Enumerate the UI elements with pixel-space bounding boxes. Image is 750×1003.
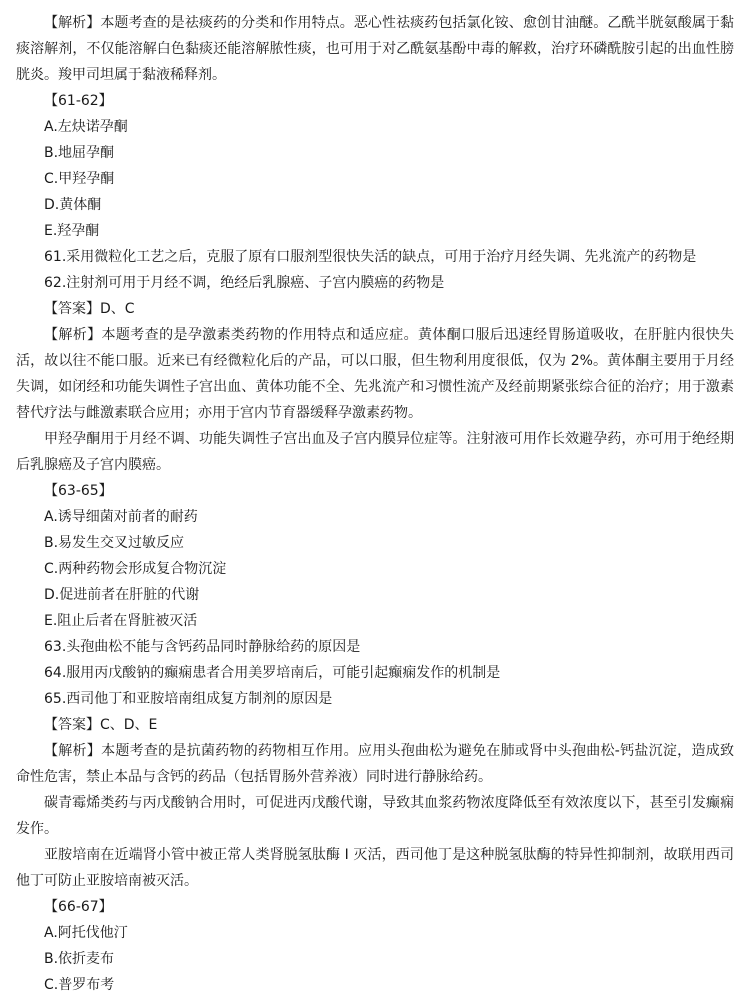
- question-64: 64.服用丙戊酸钠的癫痫患者合用美罗培南后，可能引起癫痫发作的机制是: [44, 665, 501, 681]
- answer-line: 【答案】C、D、E: [44, 717, 158, 733]
- option-c: C.甲羟孕酮: [44, 171, 115, 187]
- explanation-paragraph: 碳青霉烯类药与丙戊酸钠合用时，可促进丙戊酸代谢，导致其血浆药物浓度降低至有效浓度以下，甚至引发癫痫发作。: [16, 795, 734, 837]
- option-c: C.两种药物会形成复合物沉淀: [44, 561, 227, 577]
- option-a: A.诱导细菌对前者的耐药: [44, 509, 198, 525]
- question-group-header: 【63-65】: [44, 483, 113, 499]
- option-a: A.左炔诺孕酮: [44, 119, 128, 135]
- explanation-paragraph: 【解析】本题考查的是孕激素类药物的作用特点和适应症。黄体酮口服后迅速经胃肠道吸收，在肝脏内很快失活，故以往不能口服。近来已有经微粒化后的产品，可以口服，但生物利用度很低，仅为 2%。黄体酮主要用于月经失调，如闭经和功能失调性子宫出血、黄体功能不全、先兆流产和习惯性流产及经前期紧张综合征的治疗；用于激素替代疗法与雌激素联合应用；亦用于宫内节育器缓释孕激素药物。: [16, 327, 734, 421]
- explanation-paragraph: 【解析】本题考查的是祛痰药的分类和作用特点。恶心性祛痰药包括氯化铵、愈创甘油醚。乙酰半胱氨酸属于黏痰溶解剂，不仅能溶解白色黏痰还能溶解脓性痰，也可用于对乙酰氨基酚中毒的解救，治疗环磷酰胺引起的出血性膀胱炎。羧甲司坦属于黏液稀释剂。: [16, 15, 734, 83]
- option-a: A.阿托伐他汀: [44, 925, 128, 941]
- question-63: 63.头孢曲松不能与含钙药品同时静脉给药的原因是: [44, 639, 361, 655]
- option-d: D.黄体酮: [44, 197, 102, 213]
- option-b: B.地屈孕酮: [44, 145, 115, 161]
- option-e: E.羟孕酮: [44, 223, 100, 239]
- answer-line: 【答案】D、C: [44, 301, 135, 317]
- option-b: B.易发生交叉过敏反应: [44, 535, 185, 551]
- question-61: 61.采用微粒化工艺之后，克服了原有口服剂型很快失活的缺点，可用于治疗月经失调、先兆流产的药物是: [44, 249, 697, 265]
- explanation-paragraph: 【解析】本题考查的是抗菌药物的药物相互作用。应用头孢曲松为避免在肺或肾中头孢曲松-钙盐沉淀，造成致命性危害，禁止本品与含钙的药品（包括胃肠外营养液）同时进行静脉给药。: [16, 743, 734, 785]
- option-e: E.阻止后者在肾脏被灭活: [44, 613, 198, 629]
- question-group-header: 【66-67】: [44, 899, 113, 915]
- option-c: C.普罗布考: [44, 977, 115, 993]
- question-group-header: 【61-62】: [44, 93, 113, 109]
- explanation-paragraph: 亚胺培南在近端肾小管中被正常人类肾脱氢肽酶 I 灭活，西司他丁是这种脱氢肽酶的特异性抑制剂，故联用西司他丁可防止亚胺培南被灭活。: [16, 847, 734, 889]
- option-b: B.依折麦布: [44, 951, 115, 967]
- explanation-paragraph: 甲羟孕酮用于月经不调、功能失调性子宫出血及子宫内膜异位症等。注射液可用作长效避孕药，亦可用于绝经期后乳腺癌及子宫内膜癌。: [16, 431, 734, 473]
- question-65: 65.西司他丁和亚胺培南组成复方制剂的原因是: [44, 691, 333, 707]
- question-62: 62.注射剂可用于月经不调，绝经后乳腺癌、子宫内膜癌的药物是: [44, 275, 445, 291]
- option-d: D.促进前者在肝脏的代谢: [44, 587, 200, 603]
